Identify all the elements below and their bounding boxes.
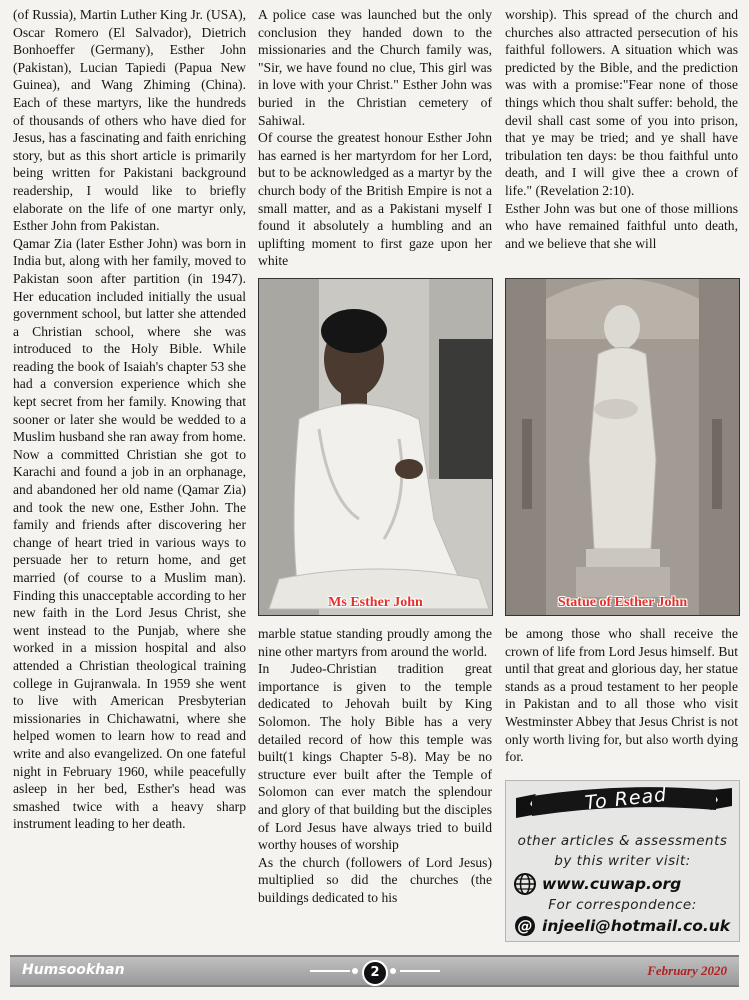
divider xyxy=(400,970,440,972)
paragraph: Of course the greatest honour Esther John has earned is her martyrdom for her Lord, but to be acknowledged as a martyr by the church body of the British Empire is not a small matter, and as a Pakistani myself I found it absolutely a humbling and an uplifting moment to first gaze upon her white xyxy=(258,130,492,269)
page-number: 2 xyxy=(362,960,388,986)
dot-ornament xyxy=(390,968,396,974)
portrait-illustration xyxy=(259,279,492,615)
article-column-3-bottom xyxy=(505,625,738,766)
paragraph: Qamar Zia (later Esther John) was born in India but, along with her family, moved to Pakistan soon after partition (in 1947). Her education included initially the usual government school, but latter she attended a Christian school, where she was introduced to the Holy Bible. While reading the book of Isaiah's chapter 53 she had a conversion experience which she kept secret from her family. Knowing that sooner or later she would be wedded to a Muslim husband she ran away from home. Now a committed Christian she got to Karachi and found a job in an orphanage, and abandoned her old name (Qamar Zia) and took the new one, Esther John. The family and friends after discovering her change of heart tried in various ways to persuade her to return home, and get married (of course to a Muslim man). Finding this unacceptable according to her new faith in the Lord Jesus Christ, she went instead to the Punjab, where she worked in a mission hospital and also attended a Christian theological training college in Gujranwala. In 1959 she went to live with American Presbyterian missionaries in Chichawatni, where she helped women to learn how to read and write and also evangelized. On one fateful night in February 1960, while peacefully asleep in her bed, Esther's head was smashed twice with a heavy sharp instrument leading to her death. xyxy=(13,235,246,832)
article-column-2-top xyxy=(258,6,492,270)
paragraph: As the church (followers of Lord Jesus) multiplied so did the churches (the buildings dedicated to his xyxy=(258,854,492,905)
email-link[interactable]: injeeli@hotmail.co.uk xyxy=(542,917,731,935)
website-row xyxy=(514,873,681,895)
paragraph: A police case was launched but the only conclusion they handed down to the missionaries and the Church family was, "Sir, we have found no clue, This girl was in love with your Christ." Esther John was buried in the Christian cemetery of Sahiwal. xyxy=(258,7,492,128)
paragraph: In Judeo-Christian tradition great importance is given to the temple dedicated to Jehovah built by King Solomon. The holy Bible has a very detailed record of how this temple was built(1 kings Chapter 5-8). May be no structure ever built after the Temple of Solomon can ever match the splendour and glory of that building but the disciples of Lord Jesus have always tried to build worthy houses of worship xyxy=(258,661,492,853)
at-sign-icon xyxy=(514,915,536,937)
paragraph: (of Russia), Martin Luther King Jr. (USA), Oscar Romero (El Salvador), Dietrich Bonhoeffer (Germany), Esther John (Pakistan), Lucian Tapiedi (Papua New Guinea), and Wang Zhiming (China). Each of these martyrs, like the hundreds of thousands of others who have died for Jesus, has a fascinating and faith enriching story, but as this short article is primarily being written for Pakistani background readership, I would like to briefly elaborate on the life of one martyr only, Esther John from Pakistan. xyxy=(13,7,246,234)
photo-caption: Ms Esther John xyxy=(328,595,423,610)
website-link[interactable]: www.cuwap.org xyxy=(542,875,682,893)
statue-photo xyxy=(505,278,740,616)
globe-icon xyxy=(514,873,536,895)
article-column-3-top xyxy=(505,6,738,252)
to-read-promo-box xyxy=(505,780,740,942)
paragraph: be among those who shall receive the crown of life from Lord Jesus himself. But until that great and glorious day, her statue stands as a proud testament to her people in Pakistan and to all those who visit Westminster Abbey that Jesus Christ is not only worth living for, but also worth dying for. xyxy=(505,626,738,765)
email-row xyxy=(514,915,730,937)
paragraph: Esther John was but one of those millions who have remained faithful unto death, and we believe that she will xyxy=(505,200,738,251)
divider xyxy=(310,970,350,972)
magazine-title: Humsookhan xyxy=(22,962,125,978)
promo-text: by this writer visit: xyxy=(554,853,691,869)
paragraph: worship). This spread of the church and churches also attracted persecution of his faithful followers. A situation which was predicted by the Bible, and the prediction was with a promise:"Fear none of those things which thou shalt suffer: behold, the devil shall cast some of you into prison, that ye may be tried; and ye shall have tribulation ten days: be thou faithful unto death, and I will give thee a crown of life." (Revelation 2:10). xyxy=(505,7,738,198)
promo-text: For correspondence: xyxy=(548,897,697,913)
svg-text:@: @ xyxy=(517,917,533,935)
esther-john-photo xyxy=(258,278,493,616)
paragraph: marble statue standing proudly among the nine other martyrs from around the world. xyxy=(258,626,492,659)
issue-date: February 2020 xyxy=(647,963,727,978)
statue-illustration xyxy=(506,279,739,615)
page-footer xyxy=(10,955,739,987)
photo-caption: Statue of Esther John xyxy=(557,595,688,610)
banner-title: To Read xyxy=(583,783,669,815)
article-column-1 xyxy=(13,6,246,833)
promo-text: other articles & assessments xyxy=(517,833,728,849)
article-column-2-bottom xyxy=(258,625,492,907)
dot-ornament xyxy=(352,968,358,974)
